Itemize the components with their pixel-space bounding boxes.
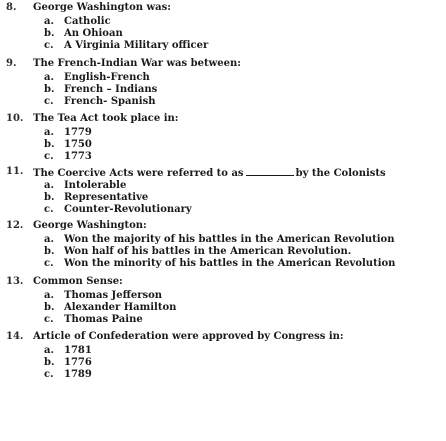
question-stem: Common Sense: — [33, 276, 123, 287]
option-b: b. An Ohioan — [44, 28, 123, 39]
option-c: c. 1773 — [44, 151, 92, 162]
option-c: c. A Virginia Military officer — [44, 40, 209, 51]
option-c: c. Counter-Revolutionary — [44, 204, 192, 215]
option-c: c. French- Spanish — [44, 96, 156, 107]
question-number: 8. — [6, 2, 17, 13]
option-a: a. Thomas Jefferson — [44, 290, 163, 301]
question-stem: The Coercive Acts were referred to as by the Colonists — [33, 168, 386, 179]
question-number: 12. — [6, 220, 24, 231]
option-a: a. Catholic — [44, 16, 111, 27]
option-a: a. 1781 — [44, 345, 92, 356]
question-number: 9. — [6, 58, 17, 69]
question-stem: The French-Indian War was between: — [33, 58, 241, 69]
question-stem: Article of Confederation were approved by Congress in: — [33, 331, 344, 342]
answer-blank-line — [246, 166, 294, 176]
question-stem: The Tea Act took place in: — [33, 113, 179, 124]
question-stem: George Washington was: — [33, 2, 171, 13]
option-a: a. Won the majority of his battles in the American Revolution — [44, 234, 395, 245]
option-a: a. English-French — [44, 72, 150, 83]
option-b: b. Won half of his battles in the American Revolution. — [44, 246, 352, 257]
question-number: 10. — [6, 113, 24, 124]
option-c: c. Won the minority of his battles in the American Revolution — [44, 258, 396, 269]
question-number: 14. — [6, 331, 24, 342]
option-b: b. French – Indians — [44, 84, 158, 95]
question-number: 13. — [6, 276, 24, 287]
option-b: b. 1776 — [44, 357, 92, 368]
option-a: a. 1779 — [44, 127, 92, 138]
option-b: b. Representative — [44, 192, 149, 203]
option-b: b. 1750 — [44, 139, 92, 150]
option-b: b. Alexander Hamilton — [44, 302, 177, 313]
option-c: c. Thomas Paine — [44, 314, 143, 325]
option-c: c. 1789 — [44, 369, 92, 380]
option-a: a. Intolerable — [44, 180, 127, 191]
question-number: 11. — [6, 166, 24, 177]
question-stem: George Washington: — [33, 220, 147, 231]
